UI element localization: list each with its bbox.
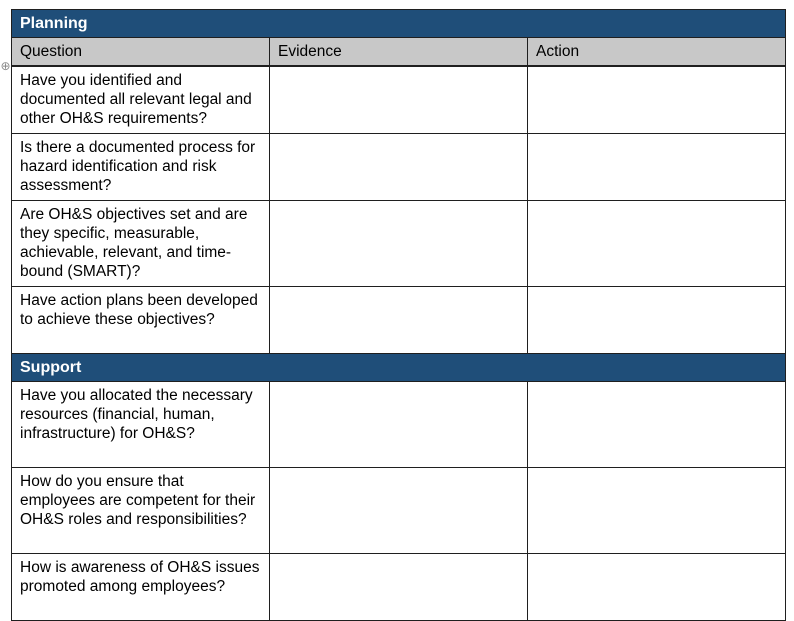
section-header-planning: [12, 10, 786, 38]
column-header-row: [12, 38, 786, 66]
evidence-cell[interactable]: [270, 467, 528, 553]
evidence-cell[interactable]: [270, 286, 528, 353]
question-cell: Is there a documented process for hazard identification and risk assessment?: [12, 133, 270, 200]
audit-checklist-table: [11, 9, 786, 621]
column-header-question: Question: [12, 38, 270, 66]
table-row: [12, 200, 786, 286]
evidence-cell[interactable]: [270, 133, 528, 200]
question-cell: Have you allocated the necessary resources (financial, human, infrastructure) for OH&S?: [12, 381, 270, 467]
action-cell[interactable]: [528, 381, 786, 467]
column-header-evidence: Evidence: [270, 38, 528, 66]
table-row: [12, 286, 786, 353]
action-cell[interactable]: [528, 286, 786, 353]
table-row: [12, 553, 786, 620]
question-cell: Have action plans been developed to achieve these objectives?: [12, 286, 270, 353]
action-cell[interactable]: [528, 467, 786, 553]
column-header-action: Action: [528, 38, 786, 66]
action-cell[interactable]: [528, 66, 786, 134]
table-row: [12, 133, 786, 200]
table-row: [12, 66, 786, 134]
table-row: [12, 381, 786, 467]
action-cell[interactable]: [528, 553, 786, 620]
table-move-handle-icon[interactable]: ⊕: [0, 59, 11, 73]
evidence-cell[interactable]: [270, 200, 528, 286]
question-cell: Are OH&S objectives set and are they specific, measurable, achievable, relevant, and time-bound (SMART)?: [12, 200, 270, 286]
table-row: [12, 467, 786, 553]
section-header-support: [12, 353, 786, 381]
question-cell: Have you identified and documented all relevant legal and other OH&S requirements?: [12, 66, 270, 134]
section-title: Support: [12, 353, 786, 381]
question-cell: How is awareness of OH&S issues promoted among employees?: [12, 553, 270, 620]
evidence-cell[interactable]: [270, 66, 528, 134]
evidence-cell[interactable]: [270, 553, 528, 620]
action-cell[interactable]: [528, 133, 786, 200]
evidence-cell[interactable]: [270, 381, 528, 467]
action-cell[interactable]: [528, 200, 786, 286]
section-title: Planning: [12, 10, 786, 38]
question-cell: How do you ensure that employees are competent for their OH&S roles and responsibilities?: [12, 467, 270, 553]
